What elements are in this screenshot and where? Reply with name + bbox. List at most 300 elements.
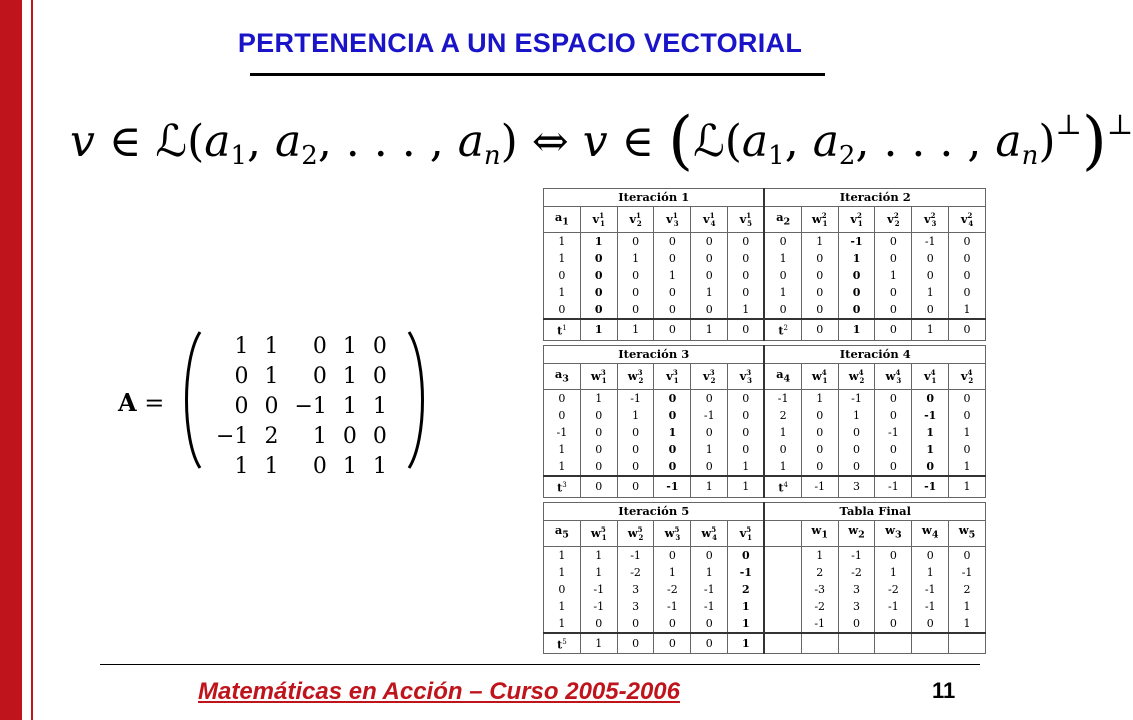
iteration-table-pair bbox=[543, 345, 986, 498]
table-cell: 1 bbox=[691, 564, 728, 581]
result-cell bbox=[801, 633, 838, 654]
iteration-title: Iteración 4 bbox=[764, 345, 985, 363]
table-cell: 1 bbox=[544, 564, 581, 581]
result-cell: 1 bbox=[691, 319, 728, 340]
result-cell: $t^5$ bbox=[544, 633, 581, 654]
table-cell: 0 bbox=[691, 424, 728, 441]
table-cell: 1 bbox=[544, 441, 581, 458]
column-header bbox=[764, 520, 801, 546]
table-cell: 0 bbox=[544, 301, 581, 319]
table-cell: 0 bbox=[580, 424, 617, 441]
result-cell: $t^4$ bbox=[764, 476, 801, 497]
result-cell: 0 bbox=[617, 476, 654, 497]
column-header: $v^2_2$ bbox=[875, 207, 912, 233]
table-cell: 0 bbox=[728, 424, 765, 441]
table-cell: 0 bbox=[617, 301, 654, 319]
table-cell: 0 bbox=[580, 267, 617, 284]
matrix-cell: 0 bbox=[234, 394, 249, 419]
table-row bbox=[544, 598, 986, 615]
column-header: $v^1_1$ bbox=[580, 207, 617, 233]
table-cell: 2 bbox=[728, 581, 765, 598]
table-cell: 0 bbox=[654, 546, 691, 564]
result-cell: 0 bbox=[580, 476, 617, 497]
table-cell: 0 bbox=[728, 233, 765, 251]
table-cell: -2 bbox=[838, 564, 875, 581]
result-cell: 1 bbox=[912, 319, 949, 340]
table-cell: 0 bbox=[875, 407, 912, 424]
table-cell: 0 bbox=[544, 389, 581, 407]
column-header: $v^3_2$ bbox=[691, 363, 728, 389]
table-cell: -3 bbox=[801, 581, 838, 598]
table-cell: 0 bbox=[580, 407, 617, 424]
table-cell: 0 bbox=[654, 407, 691, 424]
table-row bbox=[544, 581, 986, 598]
table-cell: 1 bbox=[764, 458, 801, 476]
table-cell: 1 bbox=[544, 615, 581, 633]
table-cell: 0 bbox=[838, 284, 875, 301]
table-cell: 1 bbox=[691, 284, 728, 301]
table-cell: 1 bbox=[580, 233, 617, 251]
table-cell: 1 bbox=[728, 598, 765, 615]
matrix-cell: 1 bbox=[342, 454, 357, 479]
matrix-cell: 0 bbox=[312, 334, 327, 359]
table-cell: 0 bbox=[949, 267, 986, 284]
table-cell: 0 bbox=[617, 424, 654, 441]
result-row bbox=[544, 633, 986, 654]
matrix-cell: 1 bbox=[234, 454, 249, 479]
table-cell: 0 bbox=[912, 267, 949, 284]
table-cell: 1 bbox=[580, 546, 617, 564]
table-cell: 1 bbox=[838, 250, 875, 267]
matrix-grid bbox=[208, 332, 395, 482]
table-cell: 0 bbox=[691, 233, 728, 251]
iteration-title: Tabla Final bbox=[764, 502, 985, 520]
result-cell: $t^2$ bbox=[764, 319, 801, 340]
result-cell: 1 bbox=[580, 319, 617, 340]
result-cell: 1 bbox=[838, 319, 875, 340]
matrix-cell: 0 bbox=[312, 454, 327, 479]
table-cell: 1 bbox=[544, 233, 581, 251]
column-header: $w^3_1$ bbox=[580, 363, 617, 389]
table-cell: 2 bbox=[801, 564, 838, 581]
result-cell: 1 bbox=[728, 476, 765, 497]
page-number: 11 bbox=[932, 678, 956, 703]
table-cell: 0 bbox=[949, 250, 986, 267]
table-cell: 0 bbox=[691, 458, 728, 476]
column-header: $v^1_2$ bbox=[617, 207, 654, 233]
matrix-cell: −1 bbox=[216, 424, 249, 449]
table-cell: 0 bbox=[764, 267, 801, 284]
footer-rule bbox=[100, 664, 980, 665]
right-parenthesis bbox=[403, 330, 433, 470]
table-cell: -1 bbox=[838, 389, 875, 407]
table-cell: 0 bbox=[801, 250, 838, 267]
table-cell: 1 bbox=[544, 458, 581, 476]
table-cell: 0 bbox=[544, 581, 581, 598]
table-cell: -1 bbox=[580, 581, 617, 598]
column-header: $v^2_1$ bbox=[838, 207, 875, 233]
matrix-cell: 0 bbox=[312, 364, 327, 389]
table-cell: 0 bbox=[949, 546, 986, 564]
table-cell: -2 bbox=[617, 564, 654, 581]
column-header: $v^4_1$ bbox=[912, 363, 949, 389]
result-cell: 1 bbox=[728, 633, 765, 654]
column-header: $w^5_1$ bbox=[580, 520, 617, 546]
table-cell: 0 bbox=[691, 250, 728, 267]
column-header: $v^1_5$ bbox=[728, 207, 765, 233]
column-header: $v^2_3$ bbox=[912, 207, 949, 233]
table-cell: -1 bbox=[617, 389, 654, 407]
result-cell: 0 bbox=[654, 319, 691, 340]
table-cell: 0 bbox=[580, 284, 617, 301]
table-cell: -1 bbox=[912, 407, 949, 424]
matrix-cell: 1 bbox=[264, 364, 279, 389]
matrix-row bbox=[208, 362, 395, 392]
table-cell: 3 bbox=[838, 581, 875, 598]
table-cell: 1 bbox=[728, 615, 765, 633]
result-cell bbox=[838, 633, 875, 654]
table-cell: 0 bbox=[801, 424, 838, 441]
table-cell: 1 bbox=[764, 284, 801, 301]
column-header: $w^2_1$ bbox=[801, 207, 838, 233]
column-header: $v^1_4$ bbox=[691, 207, 728, 233]
table-row bbox=[544, 546, 986, 564]
iteration-table-pair bbox=[543, 188, 986, 341]
table-cell: -1 bbox=[875, 598, 912, 615]
table-cell: 0 bbox=[875, 458, 912, 476]
table-cell: 1 bbox=[691, 441, 728, 458]
table-cell: 0 bbox=[654, 301, 691, 319]
table-cell: 1 bbox=[544, 598, 581, 615]
table-cell: 1 bbox=[654, 267, 691, 284]
column-header: $v^1_3$ bbox=[654, 207, 691, 233]
table-cell: 1 bbox=[912, 564, 949, 581]
table-cell: 0 bbox=[617, 284, 654, 301]
table-cell: 3 bbox=[617, 598, 654, 615]
table-cell: 0 bbox=[912, 389, 949, 407]
table-cell: -1 bbox=[691, 581, 728, 598]
table-cell: 1 bbox=[949, 424, 986, 441]
table-cell: 2 bbox=[949, 581, 986, 598]
table-cell: 1 bbox=[912, 441, 949, 458]
table-cell: 1 bbox=[617, 407, 654, 424]
result-cell: -1 bbox=[654, 476, 691, 497]
table-cell: -2 bbox=[875, 581, 912, 598]
table-cell bbox=[764, 581, 801, 598]
table-cell: 0 bbox=[912, 301, 949, 319]
result-cell: -1 bbox=[801, 476, 838, 497]
table-cell: 0 bbox=[580, 441, 617, 458]
table-cell: 0 bbox=[654, 615, 691, 633]
membership-formula: v ∈ $ℒ(a_1$, $a_2$, . . . , $a_n$) ⇔ v ∈ ($ℒ(a_1$, $a_2$, . . . , $a_n)^\perp)^\perp$ bbox=[70, 104, 1133, 178]
table-cell: 0 bbox=[580, 250, 617, 267]
result-cell: 0 bbox=[691, 633, 728, 654]
result-cell: 0 bbox=[949, 319, 986, 340]
column-header: $v^3_1$ bbox=[654, 363, 691, 389]
table-cell: 1 bbox=[801, 389, 838, 407]
table-cell bbox=[764, 598, 801, 615]
table-cell: 1 bbox=[764, 424, 801, 441]
column-header: $w_2$ bbox=[838, 520, 875, 546]
table-cell: 1 bbox=[654, 424, 691, 441]
column-header: $w^5_3$ bbox=[654, 520, 691, 546]
column-header: $w^4_1$ bbox=[801, 363, 838, 389]
title-underline bbox=[250, 73, 825, 76]
table-cell: 0 bbox=[728, 546, 765, 564]
result-cell: $t^1$ bbox=[544, 319, 581, 340]
footer-course-link[interactable]: Matemáticas en Acción – Curso 2005-2006 bbox=[198, 678, 681, 705]
table-row bbox=[544, 564, 986, 581]
table-cell: -1 bbox=[764, 389, 801, 407]
table-cell: 0 bbox=[617, 458, 654, 476]
matrix-cell: −1 bbox=[294, 394, 327, 419]
matrix-row bbox=[208, 392, 395, 422]
left-accent-line bbox=[31, 0, 33, 720]
matrix-cell: 1 bbox=[372, 394, 387, 419]
table-cell: 0 bbox=[654, 441, 691, 458]
table-cell: 1 bbox=[875, 564, 912, 581]
table-cell: -1 bbox=[544, 424, 581, 441]
left-parenthesis bbox=[176, 330, 206, 470]
matrix-cell: 0 bbox=[372, 424, 387, 449]
table-cell bbox=[764, 564, 801, 581]
column-header: $w^4_3$ bbox=[875, 363, 912, 389]
column-header: $w^3_2$ bbox=[617, 363, 654, 389]
table-cell: 0 bbox=[875, 389, 912, 407]
table-cell: 0 bbox=[617, 441, 654, 458]
table-cell: -1 bbox=[838, 546, 875, 564]
table-cell: 0 bbox=[580, 301, 617, 319]
table-cell: 0 bbox=[838, 301, 875, 319]
column-header: $w^5_2$ bbox=[617, 520, 654, 546]
table-cell: 0 bbox=[764, 233, 801, 251]
table-cell: -1 bbox=[691, 598, 728, 615]
table-cell: 1 bbox=[580, 389, 617, 407]
table-row bbox=[544, 615, 986, 633]
table-cell: 0 bbox=[801, 407, 838, 424]
table-row bbox=[544, 233, 986, 251]
table-row bbox=[544, 458, 986, 476]
table-cell: 0 bbox=[728, 441, 765, 458]
result-row bbox=[544, 476, 986, 497]
table-cell: 0 bbox=[580, 615, 617, 633]
table-cell: 0 bbox=[654, 284, 691, 301]
table-cell: 1 bbox=[912, 284, 949, 301]
matrix-cell: 1 bbox=[264, 334, 279, 359]
table-cell: 0 bbox=[617, 233, 654, 251]
matrix-row bbox=[208, 452, 395, 482]
table-cell: 1 bbox=[949, 301, 986, 319]
table-cell: 0 bbox=[949, 233, 986, 251]
table-cell: -1 bbox=[654, 598, 691, 615]
table-cell: 0 bbox=[838, 267, 875, 284]
column-header: $a_5$ bbox=[544, 520, 581, 546]
iteration-title: Iteración 5 bbox=[544, 502, 765, 520]
result-cell: 1 bbox=[949, 476, 986, 497]
result-cell: 3 bbox=[838, 476, 875, 497]
table-cell: 1 bbox=[544, 546, 581, 564]
table-cell: -1 bbox=[875, 424, 912, 441]
table-cell: 1 bbox=[801, 546, 838, 564]
table-cell: 2 bbox=[764, 407, 801, 424]
table-row bbox=[544, 424, 986, 441]
table-cell: 0 bbox=[764, 441, 801, 458]
column-header: $w^5_4$ bbox=[691, 520, 728, 546]
table-cell: 0 bbox=[838, 424, 875, 441]
table-cell: 0 bbox=[691, 389, 728, 407]
table-cell: 1 bbox=[580, 564, 617, 581]
result-row bbox=[544, 319, 986, 340]
table-cell: -1 bbox=[949, 564, 986, 581]
matrix-cell: 0 bbox=[342, 424, 357, 449]
table-row bbox=[544, 301, 986, 319]
table-row bbox=[544, 267, 986, 284]
table-cell: 0 bbox=[875, 250, 912, 267]
table-cell: 0 bbox=[544, 267, 581, 284]
table-row bbox=[544, 389, 986, 407]
result-cell: 0 bbox=[617, 633, 654, 654]
table-cell: 0 bbox=[691, 301, 728, 319]
result-cell: 0 bbox=[875, 319, 912, 340]
matrix-cell: 1 bbox=[312, 424, 327, 449]
column-header: $w_1$ bbox=[801, 520, 838, 546]
table-cell: 0 bbox=[949, 284, 986, 301]
table-cell: 1 bbox=[875, 267, 912, 284]
table-cell: 0 bbox=[691, 267, 728, 284]
table-cell: 0 bbox=[875, 284, 912, 301]
table-cell: 0 bbox=[544, 407, 581, 424]
matrix-cell: 0 bbox=[234, 364, 249, 389]
table-cell: 1 bbox=[949, 458, 986, 476]
table-cell: -1 bbox=[912, 598, 949, 615]
table-cell: 0 bbox=[617, 615, 654, 633]
table-cell: 0 bbox=[654, 233, 691, 251]
table-cell bbox=[764, 615, 801, 633]
result-cell: 0 bbox=[801, 319, 838, 340]
table-cell: 1 bbox=[544, 284, 581, 301]
table-cell: 0 bbox=[617, 267, 654, 284]
table-cell: 0 bbox=[912, 615, 949, 633]
table-cell: 1 bbox=[912, 424, 949, 441]
matrix-cell: 1 bbox=[264, 454, 279, 479]
result-cell bbox=[912, 633, 949, 654]
table-cell: 1 bbox=[949, 615, 986, 633]
table-cell: 0 bbox=[728, 250, 765, 267]
iteration-title: Iteración 2 bbox=[764, 189, 985, 207]
table-cell: 0 bbox=[728, 284, 765, 301]
iteration-title: Iteración 3 bbox=[544, 345, 765, 363]
table-cell: 0 bbox=[912, 250, 949, 267]
table-cell: 0 bbox=[801, 267, 838, 284]
matrix-row bbox=[208, 422, 395, 452]
table-cell: 0 bbox=[801, 441, 838, 458]
table-cell: -1 bbox=[580, 598, 617, 615]
column-header: $v^4_2$ bbox=[949, 363, 986, 389]
table-cell: -1 bbox=[838, 233, 875, 251]
column-header: $a_3$ bbox=[544, 363, 581, 389]
column-header: $w_5$ bbox=[949, 520, 986, 546]
result-cell: 0 bbox=[728, 319, 765, 340]
matrix-cell: 2 bbox=[264, 424, 279, 449]
left-accent-bar bbox=[0, 0, 22, 720]
column-header: $a_4$ bbox=[764, 363, 801, 389]
table-cell bbox=[764, 546, 801, 564]
matrix-cell: 0 bbox=[372, 334, 387, 359]
matrix-cell: 1 bbox=[372, 454, 387, 479]
table-cell: -2 bbox=[801, 598, 838, 615]
table-cell: 0 bbox=[654, 250, 691, 267]
table-cell: 0 bbox=[691, 615, 728, 633]
table-cell: 1 bbox=[838, 407, 875, 424]
result-cell bbox=[875, 633, 912, 654]
table-cell: 0 bbox=[875, 233, 912, 251]
table-cell: -1 bbox=[617, 546, 654, 564]
result-cell bbox=[949, 633, 986, 654]
result-cell: 0 bbox=[654, 633, 691, 654]
matrix-row bbox=[208, 332, 395, 362]
table-cell: 0 bbox=[838, 615, 875, 633]
matrix-cell: 1 bbox=[342, 334, 357, 359]
table-cell: 0 bbox=[875, 546, 912, 564]
column-header: $w^4_2$ bbox=[838, 363, 875, 389]
table-cell: 1 bbox=[801, 233, 838, 251]
table-cell: 0 bbox=[838, 458, 875, 476]
table-cell: 0 bbox=[838, 441, 875, 458]
table-cell: 0 bbox=[764, 301, 801, 319]
table-cell: 1 bbox=[728, 301, 765, 319]
table-cell: 1 bbox=[617, 250, 654, 267]
table-cell: 0 bbox=[801, 301, 838, 319]
table-cell: 0 bbox=[912, 458, 949, 476]
column-header: $w_3$ bbox=[875, 520, 912, 546]
result-cell: -1 bbox=[875, 476, 912, 497]
table-cell: 1 bbox=[949, 598, 986, 615]
table-cell: 0 bbox=[875, 441, 912, 458]
matrix-cell: 1 bbox=[234, 334, 249, 359]
table-cell: -1 bbox=[728, 564, 765, 581]
slide-title: PERTENENCIA A UN ESPACIO VECTORIAL bbox=[237, 28, 803, 58]
table-cell: -1 bbox=[912, 581, 949, 598]
table-cell: 0 bbox=[875, 301, 912, 319]
table-row bbox=[544, 407, 986, 424]
table-cell: 0 bbox=[949, 441, 986, 458]
table-cell: 0 bbox=[728, 267, 765, 284]
matrix-cell: 0 bbox=[372, 364, 387, 389]
table-cell: 3 bbox=[617, 581, 654, 598]
table-cell: 0 bbox=[654, 389, 691, 407]
table-cell: -1 bbox=[912, 233, 949, 251]
table-cell: 1 bbox=[764, 250, 801, 267]
table-cell: 0 bbox=[801, 458, 838, 476]
table-row bbox=[544, 441, 986, 458]
table-cell: 1 bbox=[654, 564, 691, 581]
result-cell: $t^3$ bbox=[544, 476, 581, 497]
column-header: $v^3_3$ bbox=[728, 363, 765, 389]
iteration-table-pair bbox=[543, 502, 986, 655]
iteration-tables bbox=[543, 188, 986, 658]
table-cell: 0 bbox=[875, 615, 912, 633]
column-header: $v^5_1$ bbox=[728, 520, 765, 546]
matrix-cell: 1 bbox=[342, 394, 357, 419]
table-cell: 0 bbox=[654, 458, 691, 476]
table-cell: 0 bbox=[728, 407, 765, 424]
table-cell: 0 bbox=[728, 389, 765, 407]
matrix-label: A = bbox=[118, 388, 165, 417]
iteration-title: Iteración 1 bbox=[544, 189, 765, 207]
table-cell: 3 bbox=[838, 598, 875, 615]
matrix-cell: 1 bbox=[342, 364, 357, 389]
table-cell: 0 bbox=[912, 546, 949, 564]
